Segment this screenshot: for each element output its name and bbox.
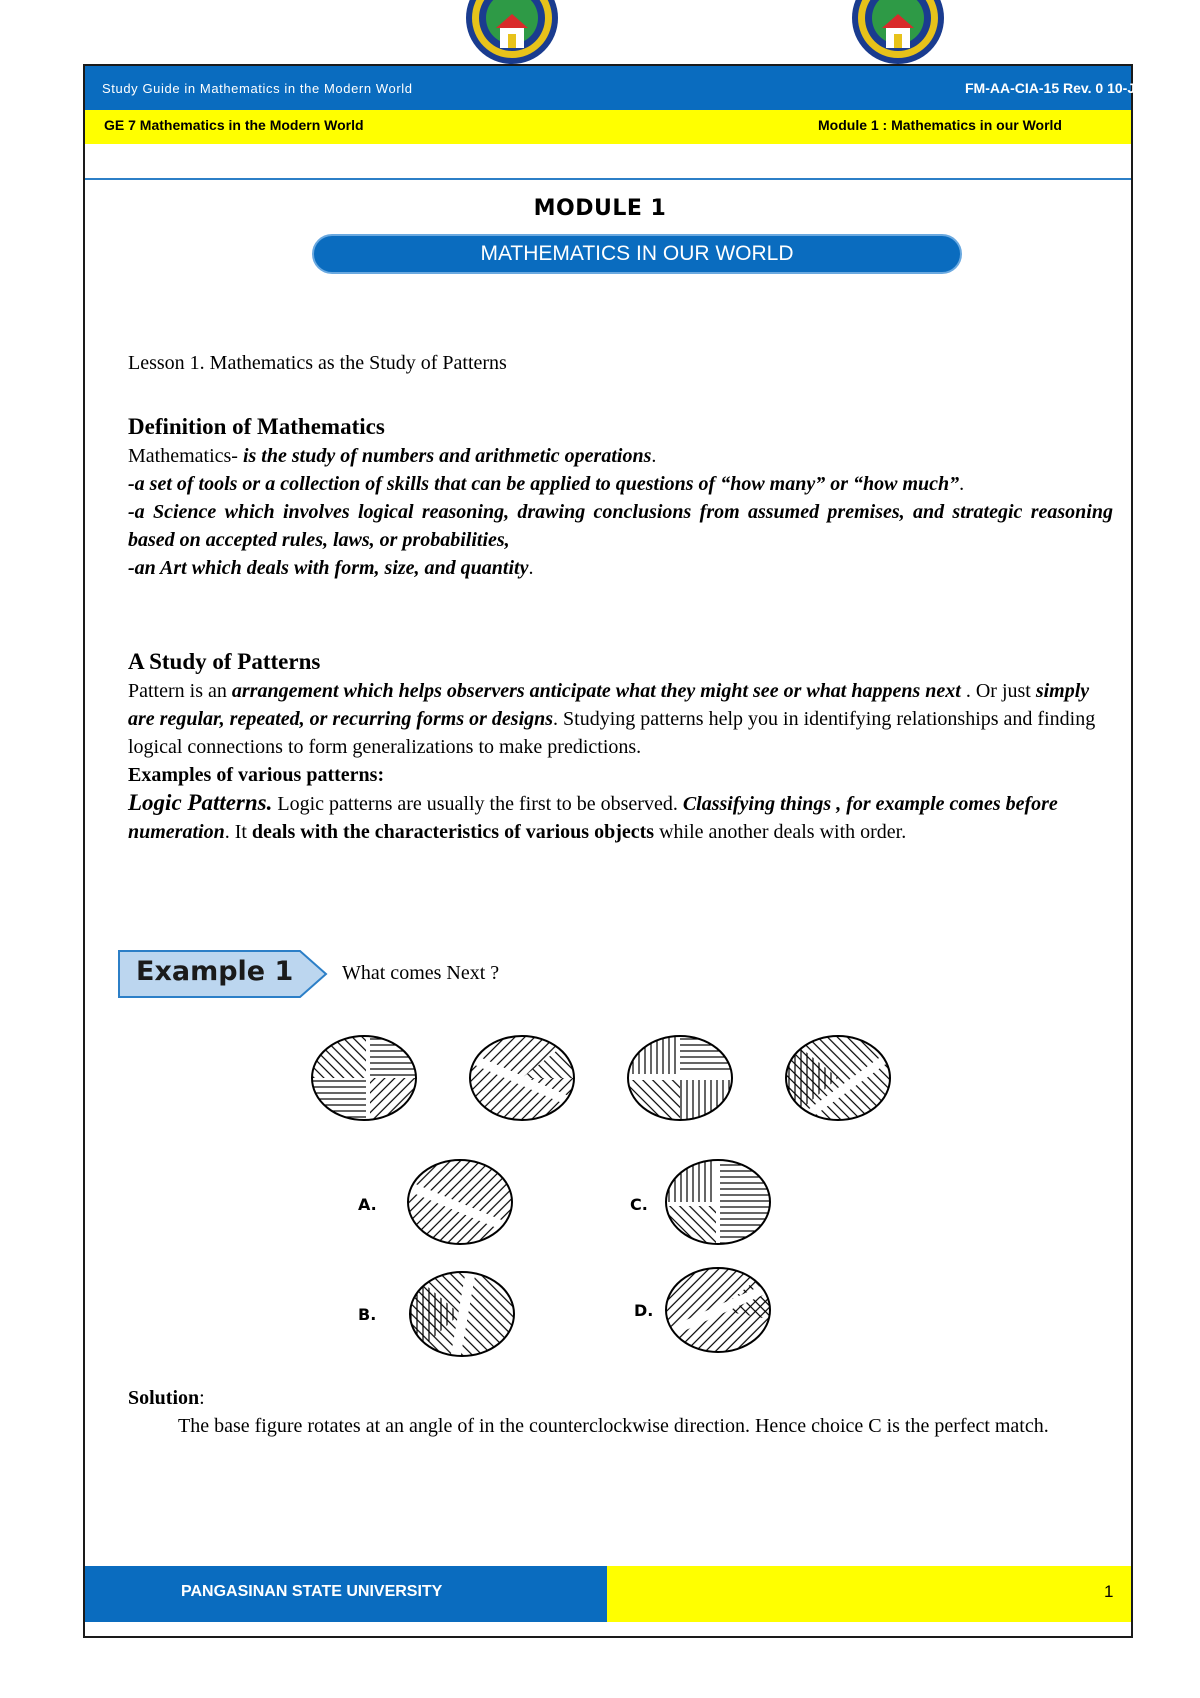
- logic-text-2: . It: [224, 821, 252, 843]
- definition-heading: Definition of Mathematics: [128, 414, 385, 439]
- module-banner: MATHEMATICS IN OUR WORLD: [312, 234, 962, 274]
- choice-c-label: C.: [630, 1195, 648, 1214]
- sequence-figure-2: [468, 1034, 578, 1124]
- sequence-figure-3: [626, 1034, 736, 1124]
- solution-block: [128, 1384, 1113, 1440]
- pattern-simple-definition: simply are regular, repeated, or recurring forms or designs: [128, 680, 1090, 730]
- choice-b-label: B.: [358, 1305, 377, 1324]
- example-question: What comes Next ?: [342, 962, 500, 984]
- solution-label: Solution: [128, 1387, 200, 1409]
- definition-line-4: -an Art which deals with form, size, and quantity: [128, 557, 529, 579]
- pattern-figures: [300, 1030, 900, 1390]
- logic-classifying: Classifying things , for example comes before numeration: [128, 793, 1058, 843]
- definition-line-2: -a set of tools or a collection of skills that can be applied to questions of “how many” or “how much”: [128, 473, 960, 495]
- header-form-code: FM-AA-CIA-15 Rev. 0 10-July-2020: [965, 80, 1192, 96]
- definition-intro: Mathematics-: [128, 445, 238, 467]
- definition-body: Mathematics- is the study of numbers and arithmetic operations. -a set of tools or a collection of skills that can be applied to questions of “how many” or “how much”. -a Science which involves logical reasoning, drawing conclusions from assumed premises, and strategic reasoning based on accepted rules, laws, or probabilities, -an Art which deals with form, size, and quantity.: [128, 445, 1113, 579]
- pattern-text-1: is an: [184, 680, 232, 702]
- choice-a-figure: [406, 1158, 516, 1248]
- logic-text-3: while another deals with order.: [654, 821, 907, 843]
- university-seal-left: [464, 0, 560, 66]
- footer-band-yellow: [607, 1566, 1131, 1622]
- lesson-label: Lesson 1.: [128, 352, 205, 374]
- logic-patterns-title: Logic Patterns.: [128, 790, 273, 815]
- patterns-body: [128, 677, 1113, 846]
- examples-heading: Examples of various patterns:: [128, 764, 385, 786]
- header-divider: [85, 178, 1131, 180]
- pattern-definition: arrangement which helps observers anticipate what they might see or what happens next: [231, 680, 961, 702]
- solution-text: The base figure rotates at an angle of in the counterclockwise direction. Hence choice C is the perfect match.: [178, 1415, 1049, 1437]
- university-seal-right: [850, 0, 946, 66]
- module-title: MODULE 1: [533, 196, 667, 221]
- pattern-text-3: . Studying patterns help you in identifying relationships and finding logical connections to form generalizations to make predictions.: [128, 708, 1096, 758]
- example-label: Example 1: [136, 956, 294, 987]
- header-module: Module 1 : Mathematics in our World: [818, 117, 1062, 133]
- header-course: GE 7 Mathematics in the Modern World: [104, 117, 364, 133]
- choice-c-figure: [664, 1158, 774, 1248]
- definition-line-1: is the study of numbers and arithmetic operations: [242, 445, 652, 467]
- logic-characteristics: deals with the characteristics of various objects: [251, 821, 655, 843]
- logic-text-1: Logic patterns are usually the first to be observed.: [272, 793, 683, 815]
- choice-d-label: D.: [634, 1301, 654, 1320]
- choice-a-label: A.: [358, 1195, 377, 1214]
- pattern-text-2: . Or just: [960, 680, 1036, 702]
- page-number: 1: [1104, 1582, 1114, 1601]
- header-study-guide: Study Guide in Mathematics in the Modern World: [102, 81, 413, 96]
- solution-colon: :: [199, 1387, 205, 1409]
- pattern-term: Pattern: [128, 680, 185, 702]
- definition-line-3: -a Science which involves logical reasoning, drawing conclusions from assumed premises, and strategic reasoning based on accepted rules, laws, or probabilities,: [128, 501, 1113, 551]
- lesson-name: Mathematics as the Study of Patterns: [209, 352, 507, 374]
- patterns-heading: A Study of Patterns: [128, 649, 321, 674]
- choice-b-figure: [408, 1270, 518, 1360]
- lesson-title: [128, 349, 1113, 377]
- choice-d-figure: [664, 1266, 774, 1356]
- footer-university: PANGASINAN STATE UNIVERSITY: [181, 1583, 443, 1600]
